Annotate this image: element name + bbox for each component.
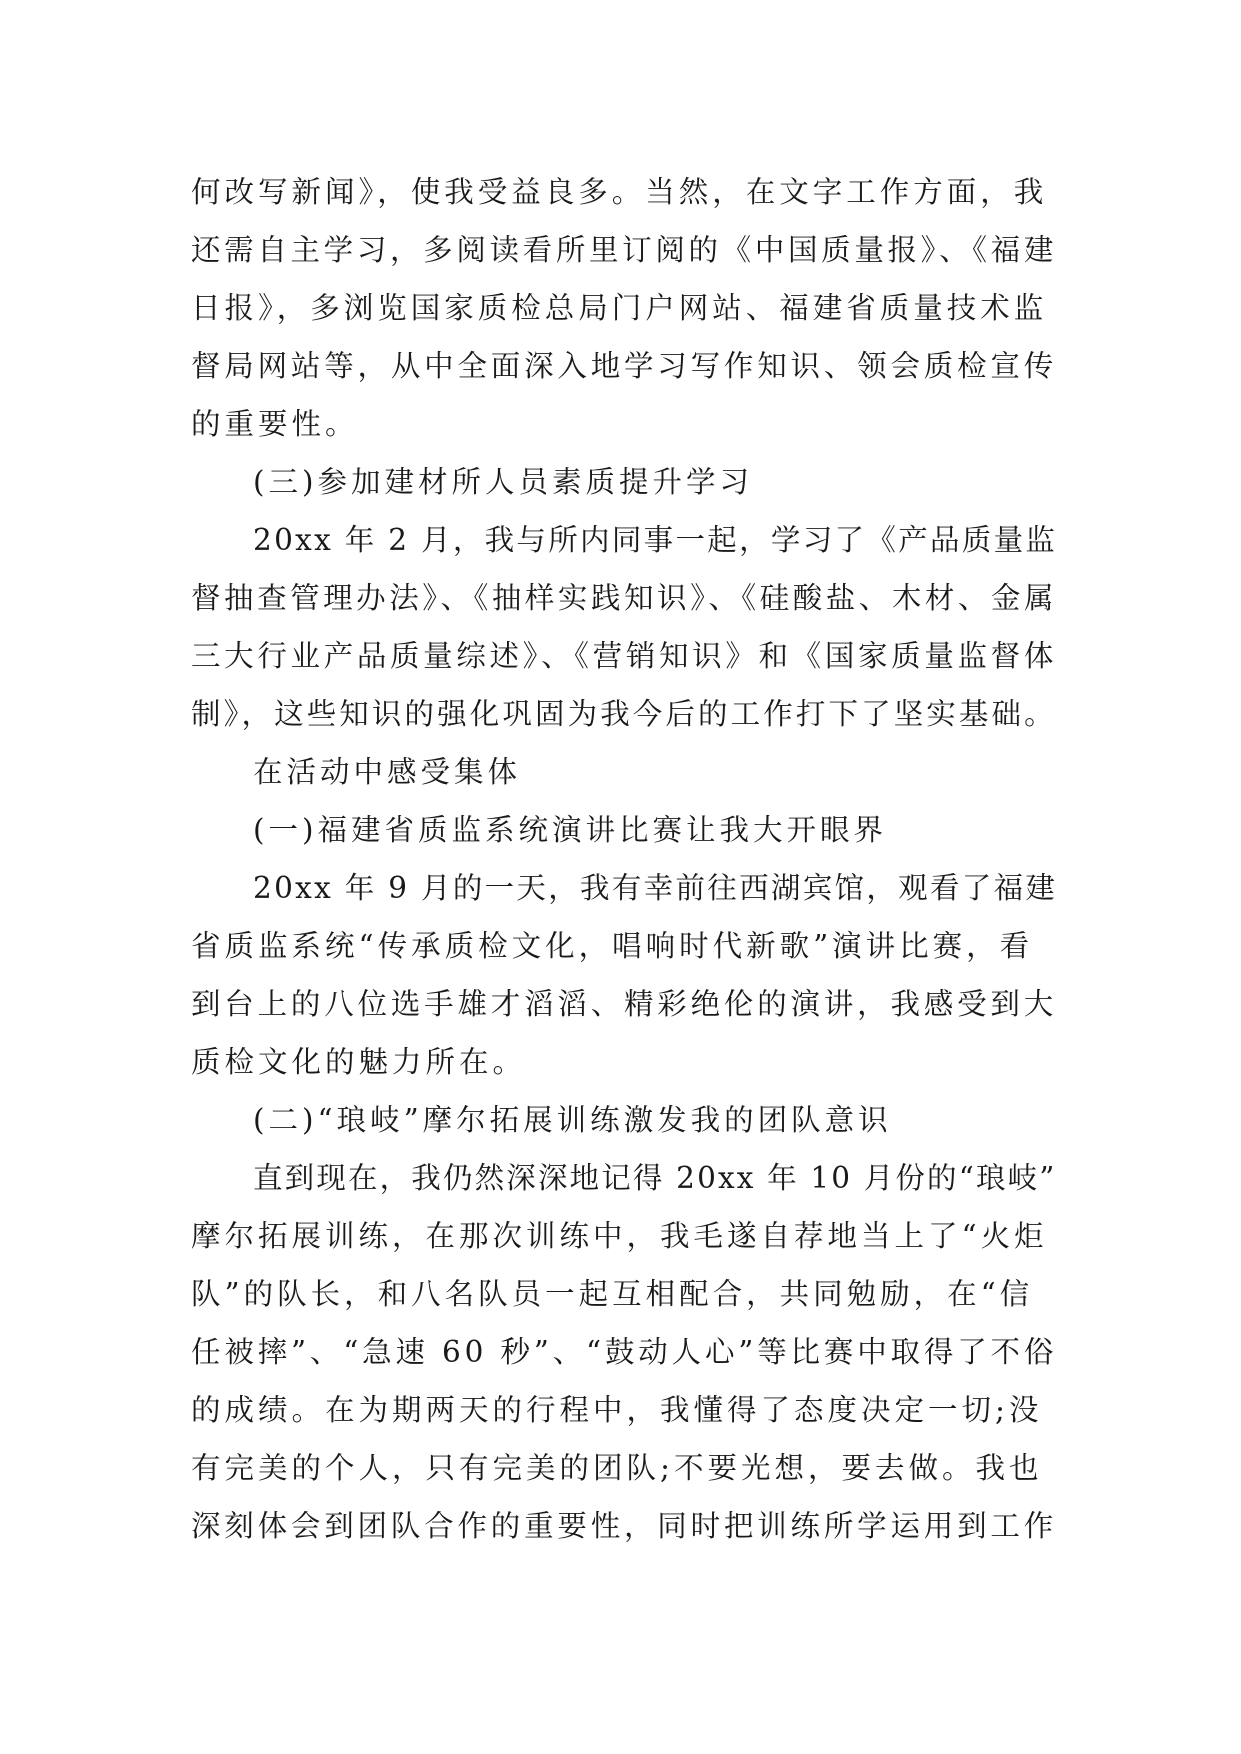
text-line: (一)福建省质监系统演讲比赛让我大开眼界 bbox=[253, 813, 888, 847]
text-line: 在活动中感受集体 bbox=[253, 755, 522, 789]
document-body bbox=[191, 163, 1057, 1555]
text-line: 还需自主学习，多阅读看所里订阅的《中国质量报》、《福建 bbox=[191, 233, 1058, 267]
text-line: 三大行业产品质量综述》、《营销知识》和《国家质量监督体 bbox=[191, 639, 1058, 673]
text-line: 有完美的个人，只有完美的团队;不要光想，要去做。我也 bbox=[191, 1451, 1043, 1485]
text-line: 督抽查管理办法》、《抽样实践知识》、《硅酸盐、木材、金属 bbox=[191, 581, 1058, 615]
text-line: 的重要性。 bbox=[191, 407, 359, 441]
text-line: 摩尔拓展训练，在那次训练中，我毛遂自荐地当上了“火炬 bbox=[191, 1219, 1048, 1253]
text-line: 的成绩。在为期两天的行程中，我懂得了态度决定一切;没 bbox=[191, 1393, 1043, 1427]
text-line: 省质监系统“传承质检文化，唱响时代新歌”演讲比赛，看 bbox=[191, 929, 1034, 963]
text-line: 到台上的八位选手雄才滔滔、精彩绝伦的演讲，我感受到大 bbox=[191, 987, 1057, 1021]
text-line: 日报》，多浏览国家质检总局门户网站、福建省质量技术监 bbox=[191, 291, 1048, 325]
text-line: 任被摔”、“急速 60 秒”、“鼓动人心”等比赛中取得了不俗 bbox=[191, 1335, 1058, 1369]
text-line: 质检文化的魅力所在。 bbox=[191, 1045, 527, 1079]
text-line: 20xx 年 9 月的一天，我有幸前往西湖宾馆，观看了福建 bbox=[253, 871, 1058, 905]
text-line: 何改写新闻》，使我受益良多。当然，在文字工作方面，我 bbox=[191, 175, 1048, 209]
text-line: 20xx 年 2 月，我与所内同事一起，学习了《产品质量监 bbox=[253, 523, 1058, 557]
text-line: 队”的队长，和八名队员一起互相配合，共同勉励，在“信 bbox=[191, 1277, 1034, 1311]
text-line: 深刻体会到团队合作的重要性，同时把训练所学运用到工作 bbox=[191, 1509, 1057, 1543]
text-line: (二)“琅岐”摩尔拓展训练激发我的团队意识 bbox=[253, 1103, 892, 1137]
text-line: (三)参加建材所人员素质提升学习 bbox=[253, 465, 754, 499]
text-line: 督局网站等，从中全面深入地学习写作知识、领会质检宣传 bbox=[191, 349, 1057, 383]
text-line: 直到现在，我仍然深深地记得 20xx 年 10 月份的“琅岐” bbox=[253, 1161, 1057, 1195]
text-line: 制》，这些知识的强化巩固为我今后的工作打下了坚实基础。 bbox=[191, 697, 1057, 731]
